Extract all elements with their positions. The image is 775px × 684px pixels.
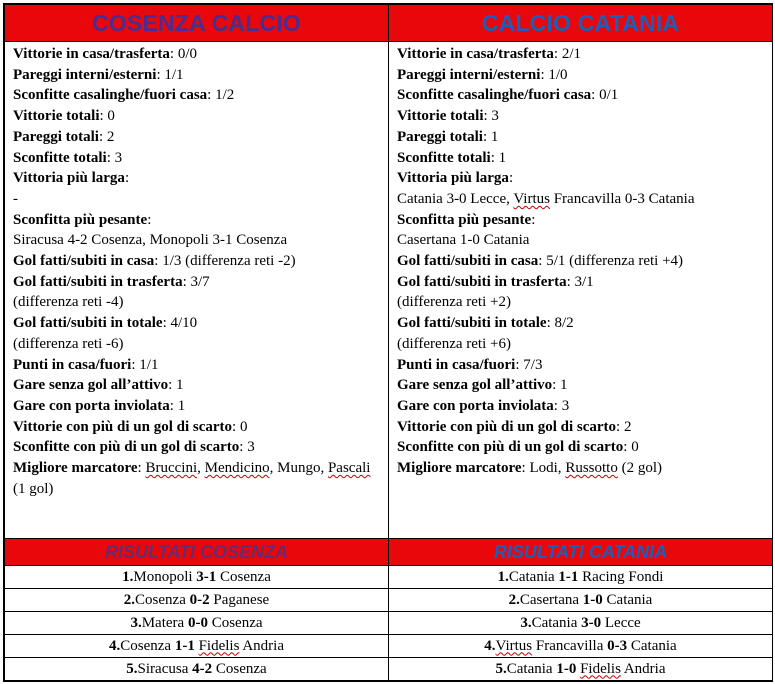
left-team-title: COSENZA CALCIO <box>5 5 389 42</box>
stat-detail: - <box>13 190 18 207</box>
results-row <box>5 612 773 635</box>
stat-line: Gol fatti/subiti in totale: 4/10 <box>13 315 198 332</box>
stat-value: 0 <box>631 439 639 456</box>
stat-label: Sconfitte con più di un gol di scarto <box>397 439 624 456</box>
stat-line <box>13 292 380 313</box>
away-team: Lecce <box>604 614 641 631</box>
stat-label: Sconfitte con più di un gol di scarto <box>13 439 240 456</box>
stat-label: Gare senza gol all’attivo <box>13 377 169 394</box>
left-result-5 <box>5 658 389 681</box>
match-score: 1-1 <box>558 568 579 585</box>
match-score: 3-1 <box>196 568 217 585</box>
stat-label: Gare con porta inviolata <box>13 397 170 414</box>
match-score: 1-0 <box>582 591 603 608</box>
stat-value: 1/0 <box>548 66 568 83</box>
result-number: 4. <box>109 637 121 654</box>
stat-line: Vittorie totali: 3 <box>397 108 499 125</box>
stat-value: 0/0 <box>177 46 197 62</box>
stat-value: 4/10 <box>170 315 198 332</box>
stat-label: Migliore marcatore <box>13 460 138 477</box>
stat-label: Gol fatti/subiti in trasferta <box>13 273 183 290</box>
result-number: 5. <box>126 660 138 677</box>
result-number: 4. <box>484 637 496 654</box>
stat-label: Migliore marcatore <box>397 460 522 477</box>
stat-label: Vittorie con più di un gol di scarto <box>13 418 233 435</box>
stat-line: Gare con porta inviolata: 3 <box>397 397 570 414</box>
away-team: Cosenza <box>220 568 271 585</box>
stat-line: Vittorie con più di un gol di scarto: 0 <box>13 418 248 435</box>
right-stats <box>389 42 773 539</box>
stat-label: Sconfitte casalinghe/fuori casa <box>397 87 592 104</box>
stat-line: Gare senza gol all’attivo: 1 <box>13 377 184 394</box>
away-team: Racing Fondi <box>582 568 664 585</box>
stat-line: Punti in casa/fuori: 1/1 <box>13 356 159 373</box>
stat-value: 2 <box>106 128 115 145</box>
stat-label: Punti in casa/fuori <box>397 356 516 373</box>
home-team: Catania <box>506 660 553 677</box>
stat-value: 5/1 (differenza reti +4) <box>546 253 684 270</box>
stat-line: Sconfitte casalinghe/fuori casa: 0/1 <box>397 87 619 104</box>
stat-value: 0 <box>239 418 248 435</box>
stat-line: Vittoria più larga: <box>13 170 130 187</box>
stat-label: Vittorie in casa/trasferta <box>397 46 554 62</box>
stat-line <box>397 189 764 210</box>
results-row <box>5 635 773 658</box>
stat-label: Vittorie in casa/trasferta <box>13 46 170 62</box>
stat-label: Vittorie totali <box>397 108 484 125</box>
away-team: Paganese <box>213 591 270 608</box>
left-stats <box>5 42 389 539</box>
stat-line <box>397 334 764 355</box>
stat-line: Sconfitte casalinghe/fuori casa: 1/2 <box>13 87 235 104</box>
stat-value: Lodi, Russotto (2 gol) <box>529 460 662 477</box>
stat-line: Vittorie in casa/trasferta: 2/1 <box>397 46 581 62</box>
stat-label: Gol fatti/subiti in totale <box>397 315 547 332</box>
stat-line <box>13 189 380 210</box>
stat-line: Gol fatti/subiti in totale: 8/2 <box>397 315 574 332</box>
stat-line: Pareggi totali: 2 <box>13 128 115 145</box>
home-team: Catania <box>531 614 578 631</box>
result-number: 2. <box>508 591 520 608</box>
stat-value: 8/2 <box>554 315 574 332</box>
stat-detail: Siracusa 4-2 Cosenza, Monopoli 3-1 Cosenza <box>13 232 288 249</box>
stat-value: 3/7 <box>190 273 210 290</box>
stat-label: Gol fatti/subiti in casa <box>13 253 155 270</box>
stat-value: 3/1 <box>574 273 594 290</box>
stat-label: Gol fatti/subiti in casa <box>397 253 539 270</box>
stat-value: 1/2 <box>215 87 235 104</box>
stat-value: 1 <box>176 377 184 394</box>
home-team: Virtus Francavilla <box>495 637 604 654</box>
away-team: Catania <box>630 637 677 654</box>
stat-detail: (differenza reti -6) <box>13 335 124 352</box>
results-body <box>5 566 773 681</box>
match-score: 0-0 <box>187 614 208 631</box>
stat-line: Gare con porta inviolata: 1 <box>13 397 186 414</box>
match-score: 4-2 <box>192 660 213 677</box>
stat-detail: (differenza reti +6) <box>397 335 511 352</box>
result-number: 1. <box>122 568 134 585</box>
stat-value: 2/1 <box>561 46 581 62</box>
right-result-3 <box>389 612 773 635</box>
stat-label: Gol fatti/subiti in totale <box>13 315 163 332</box>
match-score: 3-0 <box>581 614 602 631</box>
home-team: Catania <box>508 568 555 585</box>
stat-line <box>397 230 764 251</box>
stat-line: Sconfitta più pesante: <box>397 211 536 228</box>
stat-value: 3 <box>114 149 123 166</box>
right-team-title: CALCIO CATANIA <box>389 5 773 42</box>
stat-label: Pareggi totali <box>13 128 99 145</box>
away-team: Fidelis Andria <box>580 660 666 677</box>
match-score: 1-1 <box>174 637 195 654</box>
stat-detail: (differenza reti +2) <box>397 294 511 311</box>
stat-value: 0/1 <box>599 87 619 104</box>
stat-line: Sconfitta più pesante: <box>13 211 152 228</box>
results-row <box>5 589 773 612</box>
results-row <box>5 658 773 681</box>
stat-line: Pareggi interni/esterni: 1/0 <box>397 66 568 83</box>
stat-label: Vittorie con più di un gol di scarto <box>397 418 617 435</box>
stat-label: Sconfitta più pesante <box>13 211 148 228</box>
stat-value: Bruccini, Mendicino, Mungo, Pascali (1 gol) <box>13 460 371 497</box>
stat-label: Pareggi interni/esterni <box>13 66 157 83</box>
stat-line: Sconfitte totali: 1 <box>397 149 507 166</box>
stat-value: 1/1 <box>139 356 159 373</box>
result-number: 3. <box>130 614 142 631</box>
left-results-title: RISULTATI COSENZA <box>5 539 389 566</box>
stat-value: 1/1 <box>164 66 184 83</box>
stat-label: Gol fatti/subiti in trasferta <box>397 273 567 290</box>
stat-detail: Casertana 1-0 Catania <box>397 232 530 249</box>
stat-label: Vittoria più larga <box>13 170 125 187</box>
stat-value: 1 <box>560 377 568 394</box>
stat-line: Sconfitte con più di un gol di scarto: 3 <box>13 439 255 456</box>
stat-value: 1 <box>490 128 499 145</box>
stat-line: Migliore marcatore: Lodi, Russotto (2 gol) <box>397 460 662 477</box>
left-result-2 <box>5 589 389 612</box>
stat-label: Gare con porta inviolata <box>397 397 554 414</box>
stat-value: 1 <box>177 397 186 414</box>
home-team: Matera <box>141 614 185 631</box>
comparison-table <box>3 3 773 682</box>
stat-value: 3 <box>247 439 255 456</box>
stat-value: 7/3 <box>523 356 543 373</box>
stat-line <box>13 230 380 251</box>
stat-label: Vittorie totali <box>13 108 100 125</box>
away-team: Fidelis Andria <box>198 637 284 654</box>
stat-line: Punti in casa/fuori: 7/3 <box>397 356 543 373</box>
stat-label: Sconfitte totali <box>13 149 107 166</box>
stat-value: 1 <box>498 149 507 166</box>
away-team: Cosenza <box>211 614 263 631</box>
right-results-title: RISULTATI CATANIA <box>389 539 773 566</box>
stat-line: Gol fatti/subiti in trasferta: 3/1 <box>397 273 594 290</box>
stat-detail: (differenza reti -4) <box>13 294 124 311</box>
stat-line: Gol fatti/subiti in casa: 1/3 (differenza reti -2) <box>13 253 296 270</box>
home-team: Cosenza <box>135 591 186 608</box>
stat-line: Vittorie in casa/trasferta: 0/0 <box>13 46 197 62</box>
stat-label: Punti in casa/fuori <box>13 356 132 373</box>
stat-value: 2 <box>623 418 632 435</box>
stat-line <box>13 334 380 355</box>
right-result-4 <box>389 635 773 658</box>
stat-line: Vittoria più larga: <box>397 170 514 187</box>
left-result-4 <box>5 635 389 658</box>
home-team: Cosenza <box>120 637 172 654</box>
stat-value: 1/3 (differenza reti -2) <box>162 253 296 270</box>
stat-line: Sconfitte con più di un gol di scarto: 0 <box>397 439 639 456</box>
stat-line: Gare senza gol all’attivo: 1 <box>397 377 568 394</box>
match-score: 0-3 <box>607 637 628 654</box>
result-number: 2. <box>123 591 136 608</box>
stat-label: Pareggi interni/esterni <box>397 66 541 83</box>
left-result-3 <box>5 612 389 635</box>
result-number: 1. <box>497 568 509 585</box>
stat-value: 0 <box>107 108 115 125</box>
stat-label: Gare senza gol all’attivo <box>397 377 553 394</box>
away-team: Cosenza <box>215 660 267 677</box>
stat-line: Vittorie totali: 0 <box>13 108 115 125</box>
stat-detail: Catania 3-0 Lecce, Virtus Francavilla 0-3 Catania <box>397 190 695 207</box>
stat-label: Vittoria più larga <box>397 170 509 187</box>
stat-label: Sconfitte casalinghe/fuori casa <box>13 87 208 104</box>
stat-label: Sconfitte totali <box>397 149 491 166</box>
result-number: 5. <box>495 660 507 677</box>
match-score: 1-0 <box>556 660 577 677</box>
away-team: Catania <box>606 591 653 608</box>
stat-line: Pareggi interni/esterni: 1/1 <box>13 66 184 83</box>
stat-line: Migliore marcatore: Bruccini, Mendicino, Mungo, Pascali (1 gol) <box>13 460 371 497</box>
stat-label: Sconfitta più pesante <box>397 211 532 228</box>
stat-value: 3 <box>561 397 570 414</box>
stat-line: Sconfitte totali: 3 <box>13 149 123 166</box>
stat-line: Pareggi totali: 1 <box>397 128 499 145</box>
home-team: Monopoli <box>133 568 193 585</box>
home-team: Casertana <box>519 591 580 608</box>
match-score: 0-2 <box>189 591 210 608</box>
stat-line: Vittorie con più di un gol di scarto: 2 <box>397 418 632 435</box>
stat-line: Gol fatti/subiti in casa: 5/1 (differenza reti +4) <box>397 253 684 270</box>
stat-value: 3 <box>491 108 499 125</box>
results-row <box>5 566 773 589</box>
left-result-1 <box>5 566 389 589</box>
right-result-1 <box>389 566 773 589</box>
result-number: 3. <box>520 614 532 631</box>
stat-line: Gol fatti/subiti in trasferta: 3/7 <box>13 273 210 290</box>
home-team: Siracusa <box>137 660 189 677</box>
right-result-5 <box>389 658 773 681</box>
stat-line <box>397 292 764 313</box>
stat-label: Pareggi totali <box>397 128 483 145</box>
right-result-2 <box>389 589 773 612</box>
